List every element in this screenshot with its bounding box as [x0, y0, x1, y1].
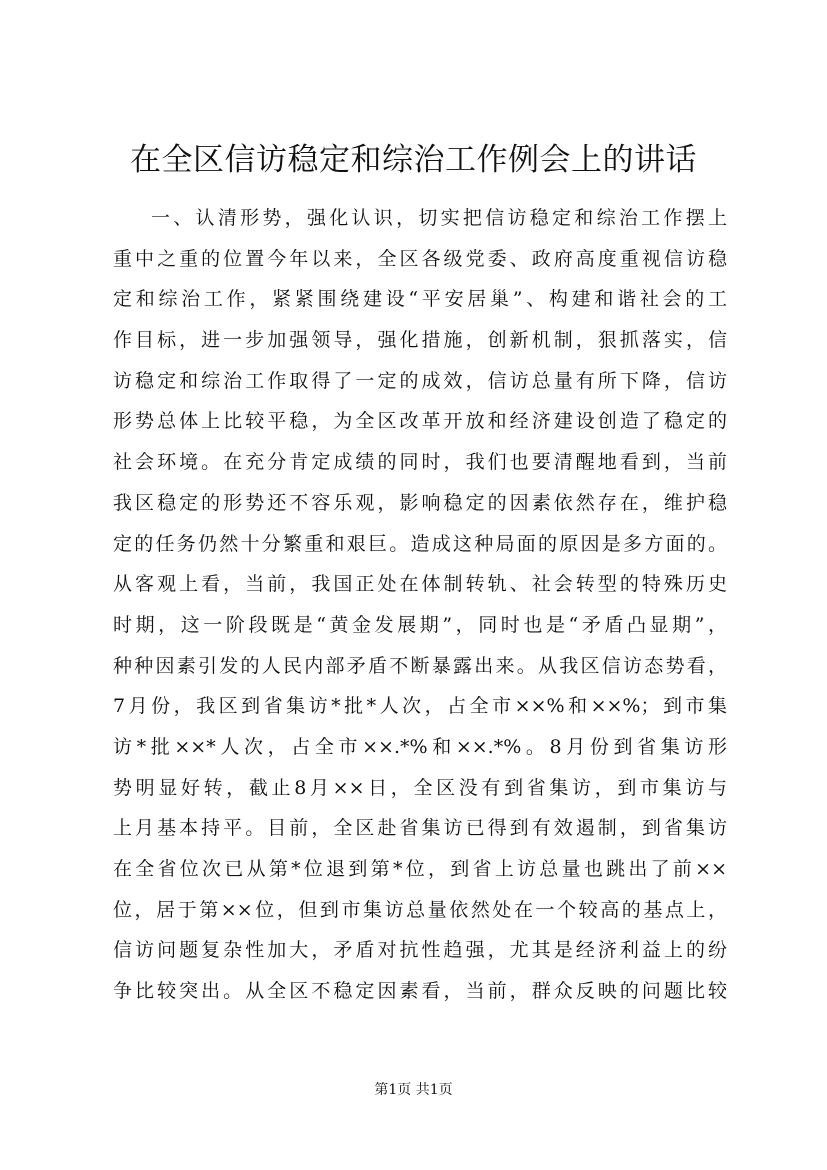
document-title: 在全区信访稳定和综治工作例会上的讲话 — [130, 142, 697, 178]
body-line: 在全省位次已从第*位退到第*位，到省上访总量也跳出了前×× — [113, 858, 727, 880]
body-line: 重中之重的位置今年以来，全区各级党委、政府高度重视信访稳 — [113, 247, 727, 270]
body-line: 从客观上看，当前，我国正处在体制转轨、社会转型的特殊历史 — [113, 573, 727, 596]
body-line: 7月份，我区到省集访*批*人次，占全市××%和××%；到市集 — [113, 695, 727, 718]
body-line: 争比较突出。从全区不稳定因素看，当前，群众反映的问题比较 — [113, 980, 727, 1003]
body-line: 访*批××*人次，占全市××.*%和××.*%。8月份到省集访形 — [113, 735, 727, 758]
body-line: 一、认清形势，强化认识，切实把信访稳定和综治工作摆上 — [151, 207, 727, 229]
body-line: 形势总体上比较平稳，为全区改革开放和经济建设创造了稳定的 — [113, 410, 727, 433]
body-line: 时期，这一阶段既是“黄金发展期”，同时也是“矛盾凸显期”， — [113, 613, 727, 636]
body-line: 定的任务仍然十分繁重和艰巨。造成这种局面的原因是多方面的。 — [113, 532, 727, 555]
body-line: 社会环境。在充分肯定成绩的同时，我们也要清醒地看到，当前 — [113, 451, 727, 474]
body-line: 信访问题复杂性加大，矛盾对抗性趋强，尤其是经济利益上的纷 — [113, 939, 727, 962]
body-line: 位，居于第××位，但到市集访总量依然处在一个较高的基点上， — [113, 898, 727, 921]
body-line: 势明显好转，截止8月××日，全区没有到省集访，到市集访与 — [113, 776, 727, 799]
body-line: 种种因素引发的人民内部矛盾不断暴露出来。从我区信访态势看， — [113, 654, 727, 677]
document-body — [113, 198, 727, 1012]
body-line: 作目标，进一步加强领导，强化措施，创新机制，狠抓落实，信 — [113, 329, 727, 352]
body-line: 我区稳定的形势还不容乐观，影响稳定的因素依然存在，维护稳 — [113, 491, 727, 514]
body-line: 上月基本持平。目前，全区赴省集访已得到有效遏制，到省集访 — [113, 817, 727, 840]
body-line: 定和综治工作，紧紧围绕建设“平安居巢”、构建和谐社会的工 — [113, 288, 727, 311]
body-line: 访稳定和综治工作取得了一定的成效，信访总量有所下降，信访 — [113, 369, 727, 392]
page-footer: 第1页 共1页 — [374, 1082, 453, 1098]
